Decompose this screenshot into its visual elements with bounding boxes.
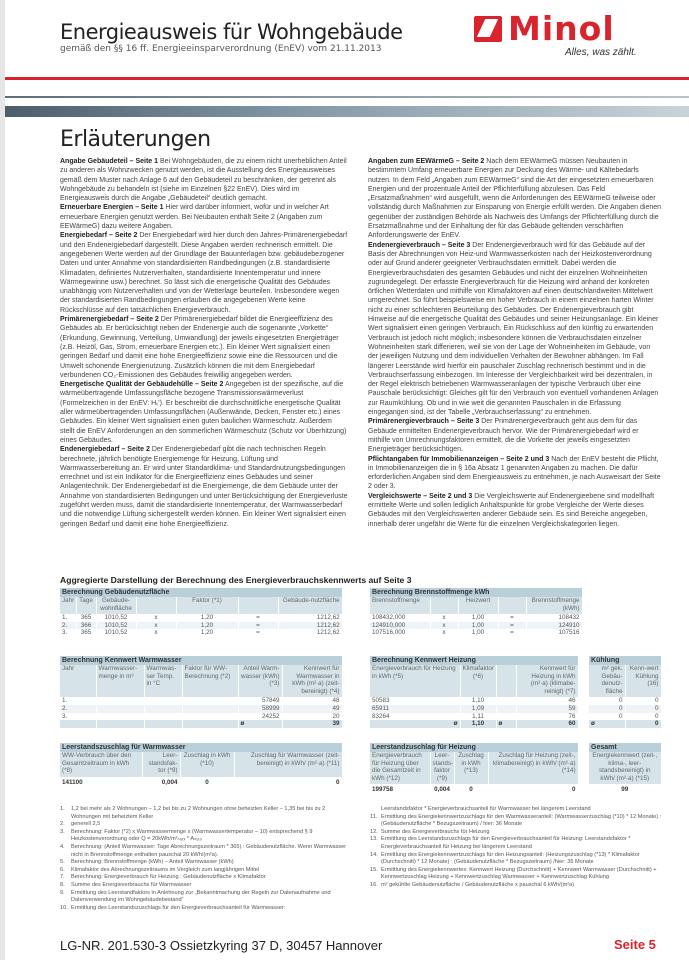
table-cell: 0 xyxy=(234,777,342,789)
section-heading: Erläuterungen xyxy=(60,127,211,152)
table-title-row xyxy=(589,656,661,665)
footnote-number: 1. xyxy=(60,806,65,812)
table-cell: = xyxy=(238,629,278,637)
table-cell: 1,20 xyxy=(176,614,238,622)
explanations-right-column xyxy=(368,157,661,529)
column-header: Kennwert für Heizung in kWh (m²·a) (klimabe-reinigt) (*7) xyxy=(516,665,578,697)
table-row xyxy=(370,622,582,630)
table-cell: 1212,62 xyxy=(278,629,342,637)
footnote-text: Ermittlung des Energiekennwertes: Kennwert Heizung (Durchschnitt) + Kennwert Warmwasser (Durchschnitt) + Kennwertzuschlag Heizung + Kennwertzuschlag Warmwasser + Kennwertzuschlag Kühlung xyxy=(381,866,657,881)
table-row xyxy=(589,784,661,796)
explanation-paragraph xyxy=(368,417,661,454)
table-cell: 365 xyxy=(76,614,96,622)
footnote-item xyxy=(370,814,662,829)
table-cell: 1212,62 xyxy=(278,614,342,622)
table-row xyxy=(589,713,661,721)
table-cell xyxy=(96,705,144,713)
paragraph-text: Angegeben ist der spezifische, auf die wärmeübertragende Umfassungsfläche bezogene Transmissionswärmeverlust (Formelzeichen in der EnEV: Hₜ'). Er beschreibt die durchschnittliche energetische Qualität aller wärmeübertragenden Umfassungsflächen (Außenwände, Decken, Fenster etc.) eines Gebäudes. Ein kleiner Wert signalisiert einen guten baulichen Wärmeschutz. Außerdem stellt die EnEV Anforderungen an den sommerlichen Wärmeschutz (Schutz vor Überhitzung) eines Gebäudes. xyxy=(60,381,347,444)
table-cell: 50583 xyxy=(370,697,460,705)
table-cell: 0 xyxy=(625,697,661,705)
footnote-text: 1,2 bei mehr als 2 Wohnungen – 1,2 bei bis zu 2 Wohnungen ohne beheizten Keller – 1,35 bei bis zu 2 Wohnungen mit beheiztem Keller xyxy=(71,806,326,820)
footnotes-left xyxy=(60,806,350,912)
paragraph-heading: Vergleichswerte – Seite 2 und 3 xyxy=(368,492,473,500)
table-cell: 0 xyxy=(625,705,661,713)
table-cell xyxy=(144,705,182,713)
column-header: Anteil Warm-wasser (kWh) (*3) xyxy=(238,665,282,697)
table-row xyxy=(60,614,342,622)
table-warmwasser xyxy=(60,656,343,728)
table-cell: 49 xyxy=(282,705,342,713)
table-cell: 1212,62 xyxy=(278,622,342,630)
footnote-item xyxy=(370,829,662,837)
explanation-paragraph xyxy=(368,157,661,241)
footnote-text: Ermittlung des Leerstandfaktors in Anlehnung zur „Bekanntmachung der Regeln zur Datenaufnahme und Datenverwendung im Wohngebäudebestand“ xyxy=(71,889,331,904)
column-header: Leer-standsfak-tor (*9) xyxy=(142,752,180,777)
column-header: Klimafaktor (*6) xyxy=(460,665,496,697)
table-row xyxy=(589,697,661,705)
column-header: Brennstoffmenge (kWh) xyxy=(526,597,582,614)
table-cell: 108432,000 xyxy=(370,614,430,622)
paragraph-text: Der Endenergieverbrauch wird für das Gebäude auf der Basis der Abrechnungen von Heiz-und Warmwasserkosten nach der Heizkostenverordnung oder auf Grund anderer geeigneter Verbrauchsdaten ermittelt. Dabei werden die Energieverbrauchsdaten des gesamten Gebäudes und nicht der einzelnen Wohneinheiten zugrundegelegt. Der erfasste Energieverbrauch für die Heizung wird anhand der konkreten örtlichen Wetterdaten und mithilfe von Klimafaktoren auf einen deutschlandweiten Mittelwert umgerechnet. So führt beispielsweise ein hoher Verbrauch in einem einzelnen harten Winter nicht zu einer schlechteren Beurteilung des Gebäudes. Der Endenergieverbrauch gibt Hinweise auf die energetische Qualität des Gebäudes und seiner Heizungsanlage. Ein kleiner Wert signalisiert einen geringen Verbrauch. Ein Rückschluss auf den künftig zu erwartenden Verbrauch ist jedoch nicht möglich; insbesondere können die Verbrauchsdaten einzelner Wohneinheiten stark differieren, weil sie von der Lage der Wohneinheiten im Gebäude, von der jeweiligen Nutzung und dem individuellen Verhalten der Bewohner abhängen. Im Fall längerer Leerstände wird hierfür ein pauschaler Zuschlag rechnerisch bestimmt und in die Verbrauchserfassung einbezogen. Im Interesse der Vergleichbarkeit wird bei dezentralen, in der Regel elektrisch betriebenen Warmwasseranlagen der typische Verbrauch über eine Pauschale berücksichtigt: Gleiches gilt für den Verbrauch von eventuell vorhandenen Anlagen zur Raumkühlung. Ob und in wie weit die genannten Pauschalen in die Erfassung eingegangen sind, ist der Tabelle „Verbrauchserfassung“ zu entnehmen. xyxy=(368,241,659,417)
explanation-paragraph xyxy=(368,241,661,418)
column-header: Energieverbrauch für Heizung über die Gesamtzeit in kWh (*12) xyxy=(370,752,430,784)
column-header: m² gek. Gebäu-denutz-fläche xyxy=(589,665,625,697)
footnote-item xyxy=(60,829,350,844)
table-title: Berechnung Brennstoffmenge kWh xyxy=(370,588,582,597)
table-title-row xyxy=(60,656,342,665)
table-header-row xyxy=(589,752,661,784)
table-cell: 83264 xyxy=(370,713,460,721)
footnote-text: Berechnung: (Anteil Warmwasser: Tage Abrechnungszeitraum * 365) : Gebäudenutzfläche. Wenn Warmwasser nicht in Brennstoffmenge enthalten pauschal 20 kWh/(m²a). xyxy=(71,843,347,858)
footnote-text: Ermittlung des Energiekennwertzuschlags für den Heizungsanteil: (Heizungszuschlag (*13) * Klimafaktor (Durchschnitt) * 12 Monate) : (Gebäudenutzfläche * Bezugszeitraum) /hier: 36 Monate xyxy=(381,851,640,866)
table-cell: 1,09 xyxy=(460,705,496,713)
table-title: Berechnung Gebäudenutzfläche xyxy=(60,588,342,597)
footnote-text: Berechnung: Energieverbrauch für Heizung : Gebäudenutzfläche x Klimafaktor xyxy=(71,874,266,881)
table-cell: 1,20 xyxy=(176,622,238,630)
table-title-row xyxy=(589,743,661,752)
paragraph-heading: Erneuerbare Energien – Seite 1 xyxy=(60,204,164,212)
table-cell: 1010,52 xyxy=(96,614,136,622)
table-row xyxy=(60,713,342,721)
table-cell: 124910 xyxy=(526,622,582,630)
paragraph-heading: Primärenergieverbrauch – Seite 3 xyxy=(368,418,480,426)
table-cell: 0,004 xyxy=(142,777,180,789)
paragraph-text: Nach der EnEV besteht die Pflicht, in Immobilienanzeigen die in § 16a Absatz 1 genannten Angaben zu machen. Die dafür erforderlichen Angaben sind dem Energieausweis zu entnehmen, je nach Ausweisart der Seite 2 oder 3. xyxy=(368,455,661,491)
footnote-item xyxy=(60,859,350,867)
table-cell: 0 xyxy=(180,777,234,789)
table-brennstoff xyxy=(370,588,583,637)
footnote-item xyxy=(370,882,662,890)
table-title-row xyxy=(60,743,342,752)
table-cell: = xyxy=(498,614,526,622)
table-cell: = xyxy=(238,614,278,622)
table-cell: 0 xyxy=(454,784,488,796)
table-cell: 1,10 xyxy=(460,697,496,705)
footnote-text: Summe des Energieverbrauchs für Warmwasser xyxy=(71,881,192,888)
footnote-text: Berechnung: Faktor (*2) x Warmwassermenge x (Warmwassertemperatur – 10) entsprechend § 9 Heizkostenverordnung oder Q = 20kWh/m²ₙᵤₜₓ * Aₙᵤₜₓ xyxy=(71,828,313,843)
table-title-row xyxy=(60,588,342,597)
column-header: Tage xyxy=(76,597,96,614)
table-cell: 1,00 xyxy=(458,629,498,637)
table-row xyxy=(370,705,578,713)
column-header: Zuschlag in kWh (*13) xyxy=(454,752,488,784)
footnote-number: 15. xyxy=(370,866,378,873)
grey-divider xyxy=(5,96,689,98)
table-cell xyxy=(182,705,238,713)
table-cell: 107516 xyxy=(526,629,582,637)
footnote-number: 9. xyxy=(60,889,65,896)
table-footer-row xyxy=(60,720,342,728)
table-cell: x xyxy=(430,622,458,630)
document-subtitle: gemäß den §§ 16 ff. Energieeinsparverordnung (EnEV) vom 21.11.2013 xyxy=(60,44,382,54)
table-cell: 24252 xyxy=(238,713,282,721)
table-title: Berechnung Kennwert Heizung xyxy=(370,656,578,665)
table-footer-cell: ø xyxy=(238,720,282,728)
table-cell xyxy=(496,705,516,713)
document-title: Energieausweis für Wohngebäude xyxy=(60,20,403,44)
table-cell: 57849 xyxy=(238,697,282,705)
minol-logo xyxy=(474,9,615,48)
footnote-item xyxy=(60,844,350,859)
footnote-number: 11. xyxy=(370,813,378,820)
table-cell: 2. xyxy=(60,622,76,630)
table-cell: x xyxy=(136,622,176,630)
table-title: Leerstandszuschlag für Warmwasser xyxy=(60,743,342,752)
page-edge xyxy=(0,0,5,960)
table-footer-cell xyxy=(182,720,238,728)
table-title: Berechnung Kennwert Warmwasser xyxy=(60,656,342,665)
table-row xyxy=(370,713,578,721)
column-header xyxy=(496,665,516,697)
table-gebaeude xyxy=(60,588,343,637)
footnote-text: Ermittlung des Leerstandszuschlags für den Energieverbrauchsanteil für Heizung: Leerstandsfaktor * Energieverbrauchsanteil für Heizung bei längerem Leerstand xyxy=(381,836,631,850)
footnote-item xyxy=(60,874,350,882)
footnote-item xyxy=(370,836,662,851)
table-cell: x xyxy=(136,629,176,637)
column-header: Gebäude-wohnfläche xyxy=(96,597,136,614)
paragraph-text: Die Vergleichswerte auf Endenergieebene sind modellhaft ermittelte Werte und sollen lediglich Anhaltspunkte für grobe Vergleiche der Werte dieses Gebäudes mit den Vergleichswerten anderer Gebäude sein. Es sind Bereiche angegeben, innerhalb derer ungefähr die Werte für die einzelnen Vergleichskategorien liegen. xyxy=(368,492,655,528)
table-cell: x xyxy=(136,614,176,622)
table-header-row xyxy=(370,597,582,614)
footnotes-right xyxy=(370,806,662,890)
paragraph-text: Bei Wohngebäuden, die zu einem nicht unerheblichen Anteil zu anderen als Wohnzwecken genutzt werden, ist die Ausstellung des Energieausweises gemäß dem Muster nach Anlage 6 auf den Gebäudeteil zu beschränken, der getrennt als Wohngebäude zu behandeln ist (siehe im Einzelnen §22 EnEV). Dies wird im Energieausweis durch die Angabe „Gebäudeteil“ deutlich gemacht. xyxy=(60,158,347,203)
footnote-item xyxy=(60,890,350,905)
table-leer-ww xyxy=(60,743,343,788)
column-header: Faktor (*1) xyxy=(176,597,238,614)
table-cell: 3. xyxy=(60,629,76,637)
footnote-text: generell 2,5 xyxy=(71,821,101,828)
paragraph-heading: Angaben zum EEWärmeG – Seite 2 xyxy=(368,158,485,165)
column-header: Heizwert xyxy=(458,597,498,614)
footnote-text: m² gekühlte Gebäudenutzfläche / Gebäudenutzfläche x pauschal 6 kWh/(m²a) xyxy=(381,881,575,888)
logo-mark-icon xyxy=(474,16,502,42)
explanations-left-column xyxy=(60,157,348,529)
table-cell: 99 xyxy=(589,784,661,796)
table-cell: 1010,52 xyxy=(96,629,136,637)
paragraph-text: Der Primärenergiebedarf bildet die Energieeffizienz des Gebäudes ab. Er berücksichtigt neben der Endenergie auch die sogenannte „Vorkette“ (Erkundung, Gewinnung, Verteilung, Umwandlung) der jeweils eingesetzten Energieträger (z.B. Heizöl, Gas, Strom, erneuerbare Energien etc.). Ein kleiner Wert signalisiert einen geringen Bedarf und damit eine hohe Energieeffizienz sowie eine die Ressourcen und die Umwelt schonende Energienutzung. Zusätzlich können die mit dem Energiebedarf verbundenen CO₂-Emissionen des Gebäudes freiwillig angegeben werden. xyxy=(60,316,339,379)
footnote-number: 12. xyxy=(370,828,378,835)
table-header-row xyxy=(589,665,661,697)
table-cell xyxy=(496,713,516,721)
table-row xyxy=(60,697,342,705)
table-cell: 0 xyxy=(488,784,578,796)
column-header: WW-Verbrauch über den Gesamtzeitraum in kWh (*8) xyxy=(60,752,142,777)
footnote-number: 5. xyxy=(60,859,65,866)
table-cell: 2. xyxy=(60,705,96,713)
column-header xyxy=(430,597,458,614)
table-cell: 1,00 xyxy=(458,622,498,630)
column-header: Kennwert für Warmwasser in kWh (m²·a) (zeit-bereinigt) (*4) xyxy=(282,665,342,697)
table-cell: 0 xyxy=(625,713,661,721)
paragraph-text: Der Endenergiebedarf gibt die nach technischen Regeln berechnete, jährlich benötigte Energiemenge für Heizung, Lüftung und Warmwasserbereitung an. Er wird unter Standardklima- und Standardnutzungsbedingungen errechnet und ist ein Indikator für die Energieeffizienz eines Gebäudes und seiner Anlagentechnik. Der Endenergiebedarf ist die Energiemenge, die dem Gebäude unter der Annahme von standardisierten Bedingungen und unter Berücksichtigung der Energieverluste zugeführt werden muss, damit die standardisierte Innentemperatur, der Warmwasserbedarf und die notwendige Lüftung sichergestellt werden können. Ein kleiner Wert signalisiert einen geringen Bedarf und damit eine hohe Energieeffizienz. xyxy=(60,446,348,528)
footnote-number: 6. xyxy=(60,866,65,873)
table-cell: 76 xyxy=(516,713,578,721)
table-cell: 20 xyxy=(282,713,342,721)
logo-text: Minol xyxy=(508,9,615,48)
table-row xyxy=(370,784,578,796)
table-cell: 1,20 xyxy=(176,629,238,637)
table-footer-row xyxy=(589,720,661,728)
table-cell xyxy=(182,713,238,721)
table-cell xyxy=(144,697,182,705)
column-header: Warmwasser-menge in m³ xyxy=(96,665,144,697)
column-header: Brennstoffmenge xyxy=(370,597,430,614)
column-header: Gebäude-nutzfläche xyxy=(278,597,342,614)
table-cell: 124910,000 xyxy=(370,622,430,630)
paragraph-heading: Energiebedarf – Seite 2 xyxy=(60,232,138,240)
table-header-row xyxy=(370,752,578,784)
table-row xyxy=(60,629,342,637)
explanation-paragraph xyxy=(60,203,348,231)
table-header-row xyxy=(60,752,342,777)
table-header-row xyxy=(370,665,578,697)
table-title: Kühlung xyxy=(589,656,661,665)
column-header: Warmwas-ser Temp. in °C xyxy=(144,665,182,697)
footnote-item xyxy=(60,867,350,875)
table-cell: 3. xyxy=(60,713,96,721)
footnote-item xyxy=(60,806,350,821)
paragraph-text: Der Primärenergieverbrauch geht aus dem für das Gebäude ermittelten Endenergieverbrauch hervor. Wie der Primärenergiebedarf wird er mithilfe von Umrechnungsfaktoren ermittelt, die die Vorkette der jeweils eingesetzten Energieträger berücksichtigen. xyxy=(368,418,639,454)
table-title-row xyxy=(370,656,578,665)
table-cell: 108432 xyxy=(526,614,582,622)
column-header xyxy=(238,597,278,614)
table-cell: 0,004 xyxy=(430,784,454,796)
table-cell: 199758 xyxy=(370,784,430,796)
footnote-text: Berechnung: Brennstoffmenge (kWh) – Anteil Warmwasser (kWh) xyxy=(71,859,234,866)
footnote-number: 2. xyxy=(60,821,65,828)
table-cell: 1. xyxy=(60,614,76,622)
table-footer-cell xyxy=(60,720,96,728)
footnote-number: 4. xyxy=(60,843,65,850)
footnote-item xyxy=(370,852,662,867)
table-row xyxy=(589,705,661,713)
table-footer-cell: ø xyxy=(589,720,625,728)
footnote-text: Ermittlung des Energiekennwertzuschlags für den Warmwasseranteil: (Warmwasserzuschlag (*10) * 12 Monate) : (Gebäudenutzfläche * Bezugszeitraum) / hier: 36 Monate xyxy=(381,813,662,828)
explanation-paragraph xyxy=(60,380,348,445)
paragraph-heading: Energetische Qualität der Gebäudehülle – Seite 2 xyxy=(60,381,224,389)
footnote-number: 13. xyxy=(370,836,378,843)
table-header-row xyxy=(60,665,342,697)
red-divider xyxy=(5,77,689,80)
column-header: Faktor für WW-Berechnung (*2) xyxy=(182,665,238,697)
table-title-row xyxy=(370,743,578,752)
table-cell: 65911 xyxy=(370,705,460,713)
column-header: Kenn-wert Kühlung (16) xyxy=(625,665,661,697)
table-leer-hz xyxy=(370,743,579,796)
column-header xyxy=(498,597,526,614)
footnote-number: 8. xyxy=(60,881,65,888)
footer-address: LG-NR. 201.530-3 Ossietzkyring 37 D, 30457 Hannover xyxy=(60,938,383,953)
table-footer-cell: ø xyxy=(496,720,516,728)
footnote-text: Ermittlung des Leerstandszuschlags für den Energieverbrauchsanteil für Warmwasser: xyxy=(71,904,286,911)
table-row xyxy=(370,697,578,705)
footnote-number: 14. xyxy=(370,851,378,858)
column-header: Zuschlag für Heizung (zeit-, klimabereinigt) in kWh/ (m²·a) (*14) xyxy=(488,752,578,784)
footnote-item xyxy=(370,867,662,882)
column-header xyxy=(136,597,176,614)
table-row xyxy=(60,705,342,713)
table-cell xyxy=(96,697,144,705)
footnote-number: 16. xyxy=(370,881,378,888)
table-cell: 107516,000 xyxy=(370,629,430,637)
explanation-paragraph xyxy=(368,492,661,529)
footnote-number: 7. xyxy=(60,874,65,881)
table-footer-cell: ø xyxy=(370,720,460,728)
table-footer-row xyxy=(370,720,578,728)
column-header: Energiekennwert (zeit-, klima-, leer-standsbereinigt) in kWh/ (m²·a) (*15) xyxy=(589,752,661,784)
page-number: Seite 5 xyxy=(614,937,656,952)
table-row xyxy=(370,629,582,637)
table-cell xyxy=(496,697,516,705)
explanation-paragraph xyxy=(368,455,661,492)
table-cell: x xyxy=(430,614,458,622)
table-cell: 59 xyxy=(516,705,578,713)
explanation-paragraph xyxy=(60,157,348,203)
paragraph-heading: Endenergiebedarf – Seite 2 xyxy=(60,446,150,454)
footnote-item xyxy=(370,806,662,814)
column-header: Leer-stands-faktor (*9) xyxy=(430,752,454,784)
table-footer-cell xyxy=(144,720,182,728)
table-cell: 0 xyxy=(589,697,625,705)
footnote-item xyxy=(60,905,350,913)
footnote-item xyxy=(60,821,350,829)
table-footer-cell: 39 xyxy=(282,720,342,728)
table-cell: 58999 xyxy=(238,705,282,713)
table-cell: 365 xyxy=(76,629,96,637)
table-cell: 0 xyxy=(589,713,625,721)
table-cell: = xyxy=(498,629,526,637)
table-cell xyxy=(96,713,144,721)
table-row xyxy=(370,614,582,622)
explanation-paragraph xyxy=(60,315,348,380)
table-footer-cell: 1,10 xyxy=(460,720,496,728)
table-cell: 1,11 xyxy=(460,713,496,721)
table-cell: 366 xyxy=(76,622,96,630)
table-cell xyxy=(144,713,182,721)
column-header: Jahr xyxy=(60,597,76,614)
table-cell: = xyxy=(238,622,278,630)
paragraph-text: Hier wird darüber informiert, wofür und in welcher Art erneuerbare Energien genutzt werden. Bei Neubauten enthält Seite 2 (Angaben zum EEWärmeG) dazu weitere Angaben. xyxy=(60,204,329,231)
table-cell: 46 xyxy=(516,697,578,705)
table-row xyxy=(60,622,342,630)
footnote-number: 10. xyxy=(60,904,68,911)
footnote-item xyxy=(60,882,350,890)
table-footer-cell xyxy=(96,720,144,728)
explanation-paragraph xyxy=(60,231,348,315)
column-header: Energieverbrauch für Heizung in kWh (*5) xyxy=(370,665,460,697)
paragraph-text: Der Energiebedarf wird hier durch den Jahres-Primärenergiebedarf und den Endenergiebedarf dargestellt. Diese Angaben werden rechnerisch ermittelt. Die angegebenen Werte werden auf der Grundlage der Bauunterlagen bzw. gebäudebezogener Daten und unter Annahme von standardisierten Randbedingungen (z.B. standardisierte Klimadaten, definiertes Nutzerverhalten, standardisierte Innentemperatur und innere Wärmegewinne usw.) berechnet. So lässt sich die energetische Qualität des Gebäudes unabhängig vom Nutzerverhalten und von der Wetterlage beurteilen. Insbesondere wegen der standardisierten Randbedingungen erlauben die angegebenen Werte keine Rückschlüsse auf den tatsächlichen Energieverbrauch. xyxy=(60,232,348,314)
gradient-bar xyxy=(5,106,689,117)
table-cell: 1. xyxy=(60,697,96,705)
footnote-number xyxy=(370,806,381,814)
table-heizung xyxy=(370,656,579,728)
table-row xyxy=(60,777,342,789)
paragraph-heading: Endenergieverbrauch – Seite 3 xyxy=(368,241,471,249)
paragraph-heading: Angabe Gebäudeteil – Seite 1 xyxy=(60,158,159,165)
table-cell xyxy=(182,697,238,705)
table-cell: 1010,52 xyxy=(96,622,136,630)
column-header: Zuschlag für Warmwasser (zeit-bereinigt) in kWh/ (m²·a) (*11) xyxy=(234,752,342,777)
table-gesamt xyxy=(589,743,662,796)
table-kuehlung xyxy=(589,656,662,728)
table-footer-cell: 60 xyxy=(516,720,578,728)
aggregate-title: Aggregierte Darstellung der Berechnung des Energieverbrauchskennwerts auf Seite 3 xyxy=(60,575,412,585)
paragraph-text: Nach dem EEWärmeG müssen Neubauten in bestimmtem Umfang erneuerbare Energien zur Deckung des Wärme- und Kältebedarfs nutzen. In dem Feld „Angaben zum EEWärmeG“ sind die Art der eingesetzten erneuerbaren Energien und der prozentuale Anteil der Pflichterfüllung abzulesen. Das Feld „Ersatzmaßnahmen“ wird ausgefüllt, wenn die Anforderungen des EEWärmeG teilweise oder vollständig durch Maßnahmen zur Einsparung von Energie erfüllt werden. Die Angaben dienen gegenüber der zuständigen Behörde als Nachweis des Umfangs der Pflichterfüllung durch die Ersatzmaßnahme und der Einhaltung der für das Gebäude geltenden verschärften Anforderungswerte der EnEV. xyxy=(368,158,662,240)
table-title-row xyxy=(370,588,582,597)
table-cell: 141100 xyxy=(60,777,142,789)
explanation-paragraph xyxy=(60,445,348,529)
footnote-text: Klimafaktor des Abrechnungszeitraums im Vergleich zum langjährigen Mittel xyxy=(71,866,260,873)
table-title: Gesamt xyxy=(589,743,661,752)
column-header: Jahr xyxy=(60,665,96,697)
table-cell: 48 xyxy=(282,697,342,705)
footnote-number: 3. xyxy=(60,828,65,835)
column-header: Zuschlag in kWh (*10) xyxy=(180,752,234,777)
table-cell: x xyxy=(430,629,458,637)
table-cell: 1,00 xyxy=(458,614,498,622)
table-cell: 0 xyxy=(589,705,625,713)
footnote-text: Leerstandsfaktor * Energieverbrauchsanteil für Warmwasser bei längerem Leerstand xyxy=(381,806,591,812)
table-footer-cell: 0 xyxy=(625,720,661,728)
table-title: Leerstandzuschlag für Heizung xyxy=(370,743,578,752)
paragraph-heading: Primärenergiebedarf – Seite 2 xyxy=(60,316,159,324)
footnote-text: Summe des Energieverbrauchs für Heizung xyxy=(381,828,490,835)
paragraph-heading: Pflichtangaben für Immobilienanzeigen – Seite 2 und 3 xyxy=(368,455,550,463)
logo-tagline: Alles, was zählt. xyxy=(565,47,637,58)
table-cell: = xyxy=(498,622,526,630)
table-header-row xyxy=(60,597,342,614)
